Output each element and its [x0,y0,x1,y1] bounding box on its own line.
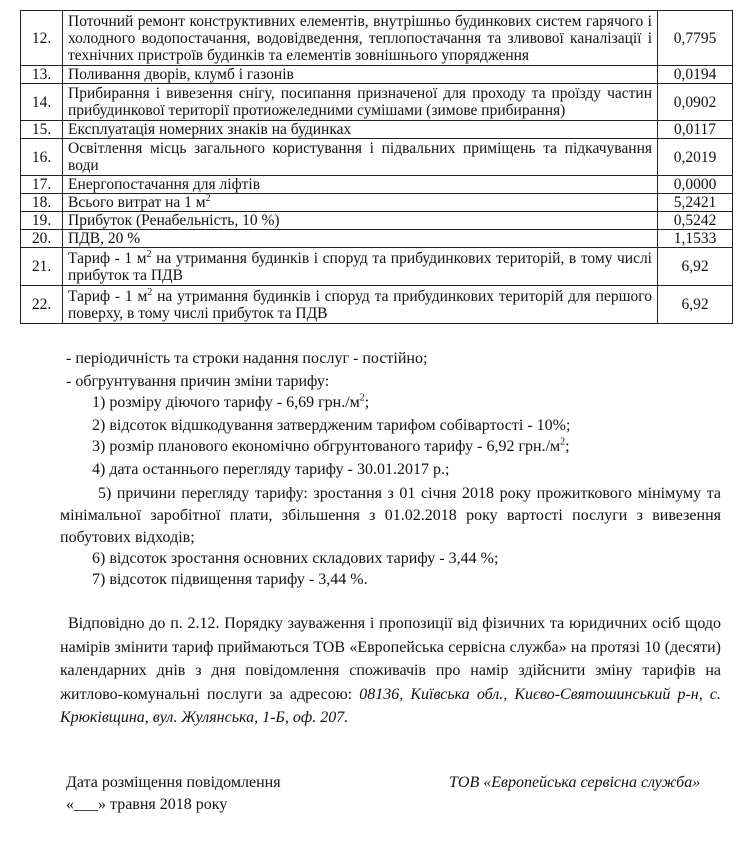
address-text: 08136, Київська обл., Києво-Святошинський р-н, с. Крюківщина, вул. Жулянська, 1-Б, оф. 207. [60,685,721,726]
row-description: Тариф - 1 $м^2$ на утримання будинків і споруд та прибудинкових територій, в тому числі прибуток та ПДВ [63,248,658,286]
row-number: 14. [21,84,63,121]
table-row [21,121,733,139]
row-value: 6,92 [658,286,733,324]
date-value: «___» травня 2018 року [66,796,228,813]
row-number: 17. [21,176,63,194]
row-number: 19. [21,212,63,230]
row-value: 6,92 [658,248,733,286]
item-7: 7) відсоток підвищення тарифу - 3,44 %. [92,571,368,588]
table-row [21,84,733,121]
comments-paragraph: Відповідно до п. 2.12. Порядку зауваження і пропозиції від фізичних та юридичних осіб щодо намірів змінити тариф приймаються ТОВ «Европейська сервісна служба» на протязі 10 (десяти) календарних днів з дня повідомлення споживачів про намір здійснити зміну тарифів на житлово-комунальні послуги за адресою: 08136, Київська обл., Києво-Святошинський р-н, с. Крюківщина, вул. Жулянська, 1-Б, оф. 207. [60,615,721,726]
row-value: 0,5242 [658,212,733,230]
row-number: 21. [21,248,63,286]
periodicity-text: - періодичність та строки надання послуг - постійно; [66,350,428,367]
row-value: 0,7795 [658,11,733,66]
row-value: 0,0194 [658,66,733,84]
row-number: 15. [21,121,63,139]
row-value: 5,2421 [658,194,733,212]
table-row [21,212,733,230]
company-name: ТОВ «Европейська сервісна служба» [449,774,701,791]
row-description: Поточний ремонт конструктивних елементів, внутрішньо будинкових систем гарячого і холодного водопостачання, водовідведення, теплопостачання та зливової каналізації і технічних пристроїв будинків та елементів зовнішнього упорядження [63,11,658,66]
tariff-table [20,10,733,324]
row-value: 0,2019 [658,139,733,176]
justification-text: - обгрунтування причин зміни тарифу: [66,373,330,390]
row-value: 0,0000 [658,176,733,194]
row-number: 18. [21,194,63,212]
row-description: Прибирання і вивезення снігу, посипання призначеної для проходу та проїзду частин прибудинкової території протиожеледними сумішами (зимове прибирання) [63,84,658,121]
item-4: 4) дата останнього перегляду тарифу - 30.01.2017 р.; [92,461,450,478]
table-row [21,139,733,176]
table-row [21,248,733,286]
table-row [21,176,733,194]
table-row [21,194,733,212]
row-description: Експлуатація номерних знаків на будинках [63,121,658,139]
item-6: 6) відсоток зростання основних складових тарифу - 3,44 %; [92,550,499,567]
date-label: Дата розміщення повідомлення [66,774,281,791]
row-description: Тариф - 1 $м^2$ на утримання будинків і споруд та прибудинкових територій для першого поверху, в тому числі прибуток та ПДВ [63,286,658,324]
table-row [21,230,733,248]
row-number: 22. [21,286,63,324]
row-number: 20. [21,230,63,248]
table-row [21,66,733,84]
row-description: Всього витрат на 1 $м^2$ [63,194,658,212]
row-value: 0,0902 [658,84,733,121]
row-number: 13. [21,66,63,84]
item-1: 1) розміру діючого тарифу - 6,69 $грн./м^2$; [92,392,370,411]
row-description: Прибуток (Ренабельність, 10 %) [63,212,658,230]
item-2: 2) відсоток відшкодування затвердженим тарифом собівартості - 10%; [92,417,571,434]
table-row [21,286,733,324]
item-3: 3) розмір планового економічно обгрунтованого тарифу - 6,92 $грн./м^2$; [92,436,570,455]
item-5: 5) причини перегляду тарифу: зростання з 01 січня 2018 року прожиткового мінімуму та мінімальної заробітної плати, збільшення з 01.02.2018 року вартості послуги з вивезення побутових відходів; [60,485,721,546]
table-row [21,11,733,66]
row-value: 0,0117 [658,121,733,139]
row-description: Поливання дворів, клумб і газонів [63,66,658,84]
row-number: 12. [21,11,63,66]
row-description: Освітлення місць загального користування і підвальних приміщень та підкачування води [63,139,658,176]
row-value: 1,1533 [658,230,733,248]
row-description: Енергопостачання для ліфтів [63,176,658,194]
row-number: 16. [21,139,63,176]
row-description: ПДВ, 20 % [63,230,658,248]
